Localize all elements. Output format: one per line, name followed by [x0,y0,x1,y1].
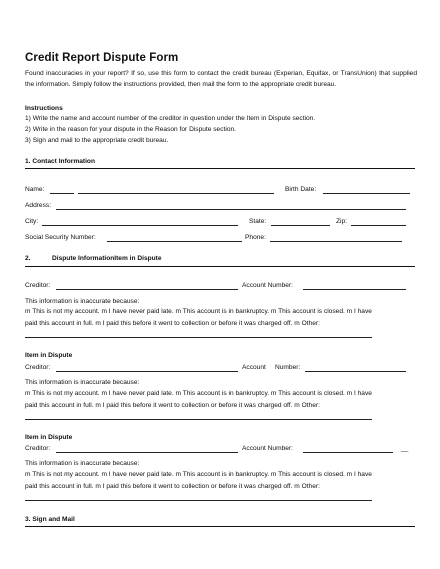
inaccurate-label: This information is inaccurate because: [25,379,140,386]
creditor-label: Creditor: [25,364,51,371]
city-label: City: [25,218,39,225]
extra-blank: __ [401,445,409,452]
instruction-step-3: 3) Sign and mail to the appropriate credit bureau. [25,137,169,144]
account-number-field[interactable] [303,289,406,290]
account-number-label: Account Number: [242,445,293,452]
instruction-step-1: 1) Write the name and account number of the creditor in question under the Item in Dispute section. [25,115,316,122]
reasons-line-1[interactable]: m This is not my account. m I have never paid late. m This account is in bankruptcy. m This account is closed. m I have [25,390,372,397]
name-field-prefix[interactable] [50,193,74,194]
account-number-label: Account Number: [242,282,293,289]
zip-label: Zip: [336,218,347,225]
section-divider [25,526,415,527]
inaccurate-label: This information is inaccurate because: [25,298,140,305]
item-in-dispute-heading: Item in Dispute [25,434,73,441]
reasons-line-1[interactable]: m This is not my account. m I have never paid late. m This account is in bankruptcy. m This account is closed. m I have [25,308,372,315]
other-reason-field[interactable] [25,500,372,501]
birth-date-field[interactable] [323,193,410,194]
instructions-heading: Instructions [25,105,63,112]
birth-date-label: Birth Date: [285,186,317,193]
state-label: State: [249,218,267,225]
creditor-field[interactable] [56,289,238,290]
phone-field[interactable] [270,241,402,242]
name-label: Name: [25,186,45,193]
zip-field[interactable] [351,225,406,226]
reasons-line-2[interactable]: paid this account in full. m I paid this before it went to collection or before it was charged off. m Other: [25,402,320,409]
creditor-label: Creditor: [25,445,51,452]
address-label: Address: [25,202,52,209]
state-field[interactable] [271,225,330,226]
reasons-line-1[interactable]: m This is not my account. m I have never paid late. m This account is in bankruptcy. m This account is closed. m I have [25,471,372,478]
account-label: Account [242,364,266,371]
phone-label: Phone: [245,234,266,241]
other-reason-field[interactable] [25,337,372,338]
contact-info-heading: 1. Contact Information [25,158,95,165]
reasons-line-2[interactable]: paid this account in full. m I paid this before it went to collection or before it was charged off. m Other: [25,320,320,327]
dispute-heading-number: 2. [25,255,31,262]
section-divider [25,168,415,169]
city-field[interactable] [42,225,238,226]
section-divider [25,266,415,267]
reasons-line-2[interactable]: paid this account in full. m I paid this before it went to collection or before it was charged off. m Other: [25,483,320,490]
creditor-label: Creditor: [25,282,51,289]
form-title: Credit Report Dispute Form [25,52,179,64]
number-label: Number: [275,364,301,371]
item-in-dispute-heading: Item in Dispute [25,352,73,359]
other-reason-field[interactable] [25,419,372,420]
creditor-field[interactable] [56,371,238,372]
inaccurate-label: This information is inaccurate because: [25,460,140,467]
dispute-info-heading: Dispute InformationItem in Dispute [52,255,162,262]
ssn-field[interactable] [107,241,242,242]
intro-text: Found inaccuracies in your report? If so, use this form to contact the credit bureau (Experian, Equifax, or TransUnion) that supplied the information. Simply follow the instructions provided, then mail the form to the appropriate credit bureau. [25,70,417,88]
ssn-label: Social Security Number: [25,234,96,241]
name-field[interactable] [78,193,274,194]
account-number-field[interactable] [303,452,393,453]
instruction-step-2: 2) Write in the reason for your dispute in the Reason for Dispute section. [25,126,236,133]
creditor-field[interactable] [56,452,238,453]
account-number-field[interactable] [305,371,406,372]
address-field[interactable] [56,209,406,210]
sign-and-mail-heading: 3. Sign and Mail [25,516,75,523]
